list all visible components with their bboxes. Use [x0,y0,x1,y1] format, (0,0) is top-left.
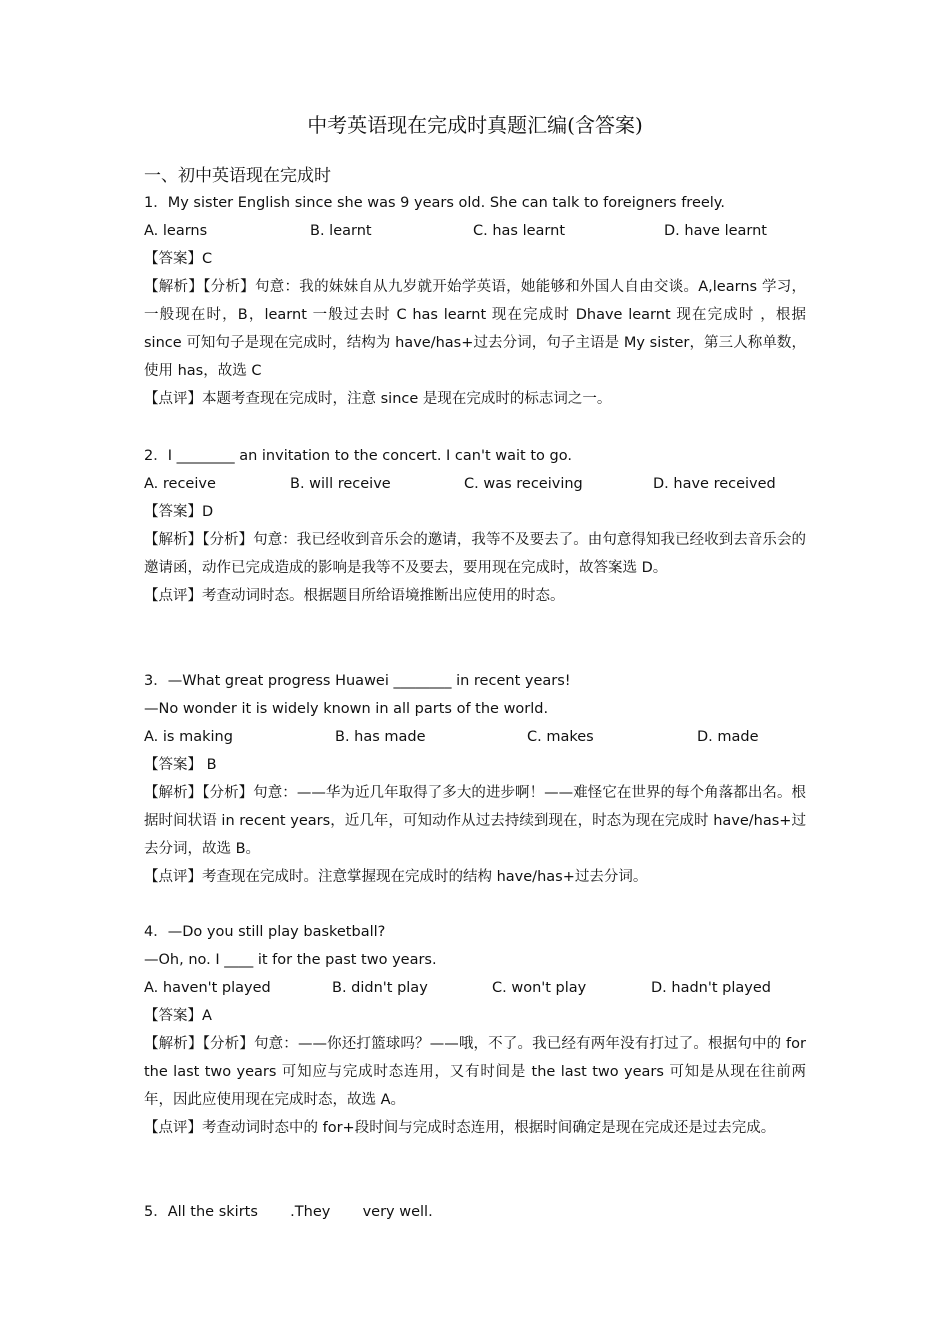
question-4 [144,918,806,1142]
question-1 [144,189,806,413]
option-b: B. learnt [310,223,372,239]
analysis: 【解析】【分析】句意：我已经收到音乐会的邀请，我等不及要去了。由句意得知我已经收到去音乐会的邀请函，动作已完成造成的影响是我等不及要去，要用现在完成时，故答案选 D。 [144,532,806,576]
comment: 【点评】考查动词时态。根据题目所给语境推断出应使用的时态。 [144,588,565,604]
analysis: 【解析】【分析】句意：我的妹妹自从九岁就开始学英语，她能够和外国人自由交谈。A,learns 学习，一般现在时，B，learnt 一般过去时 C has learnt 现在完成时 Dhave learnt 现在完成时 ，根据 since 可知句子是现在完成时，结构为 have/has+过去分词，句子主语是 My sister，第三人称单数，使用 has，故选 C [144,279,806,379]
options-row [144,217,806,245]
option-a: A. receive [144,476,216,492]
question-stem: 5．All the skirts .They very well. [144,1204,433,1220]
option-d: D. have learnt [664,223,767,239]
question-2 [144,442,806,610]
answer: 【答案】A [144,1008,212,1024]
question-stem: 4．—Do you still play basketball? [144,924,386,940]
option-d: D. have received [653,476,776,492]
options-row [144,470,806,498]
option-d: D. hadn't played [651,980,771,996]
option-b: B. has made [335,729,426,745]
option-b: B. didn't play [332,980,428,996]
option-a: A. haven't played [144,980,271,996]
answer: 【答案】D [144,504,214,520]
analysis: 【解析】【分析】句意：——华为近几年取得了多大的进步啊！——难怪它在世界的每个角落都出名。根据时间状语 in recent years，近几年，可知动作从过去持续到现在，时态为现在完成时 have/has+过去分词，故选 B。 [144,785,806,857]
option-a: A. learns [144,223,208,239]
option-a: A. is making [144,729,233,745]
options-row [144,974,806,1002]
comment: 【点评】考查动词时态中的 for+段时间与完成时态连用，根据时间确定是现在完成还是过去完成。 [144,1120,776,1136]
question-stem-reply: —No wonder it is widely known in all parts of the world. [144,701,549,717]
comment: 【点评】本题考查现在完成时，注意 since 是现在完成时的标志词之一。 [144,391,612,407]
option-d: D. made [697,729,759,745]
question-stem: 2．I ________ an invitation to the concert. I can't wait to go. [144,448,572,464]
option-b: B. will receive [290,476,391,492]
analysis: 【解析】【分析】句意：——你还打篮球吗？——哦，不了。我已经有两年没有打过了。根据句中的 for the last two years 可知应与完成时态连用，又有时间是 the last two years 可知是从现在往前两年，因此应使用现在完成时态，故选 A。 [144,1036,806,1108]
question-stem-reply: —Oh, no. I ____ it for the past two years. [144,952,437,968]
comment: 【点评】考查现在完成时。注意掌握现在完成时的结构 have/has+过去分词。 [144,869,648,885]
option-c: C. was receiving [464,476,583,492]
question-3 [144,667,806,891]
option-c: C. makes [527,729,594,745]
question-5 [144,1198,806,1226]
document-title: 中考英语现在完成时真题汇编(含答案) [307,113,643,137]
options-row [144,723,806,751]
section-heading: 一、初中英语现在完成时 [144,166,331,186]
option-c: C. won't play [492,980,587,996]
answer: 【答案】 B [144,757,217,773]
question-stem: 1．My sister English since she was 9 years old. She can talk to foreigners freely. [144,195,725,211]
option-c: C. has learnt [473,223,565,239]
answer: 【答案】C [144,251,213,267]
question-stem: 3．—What great progress Huawei ________ in recent years! [144,673,571,689]
